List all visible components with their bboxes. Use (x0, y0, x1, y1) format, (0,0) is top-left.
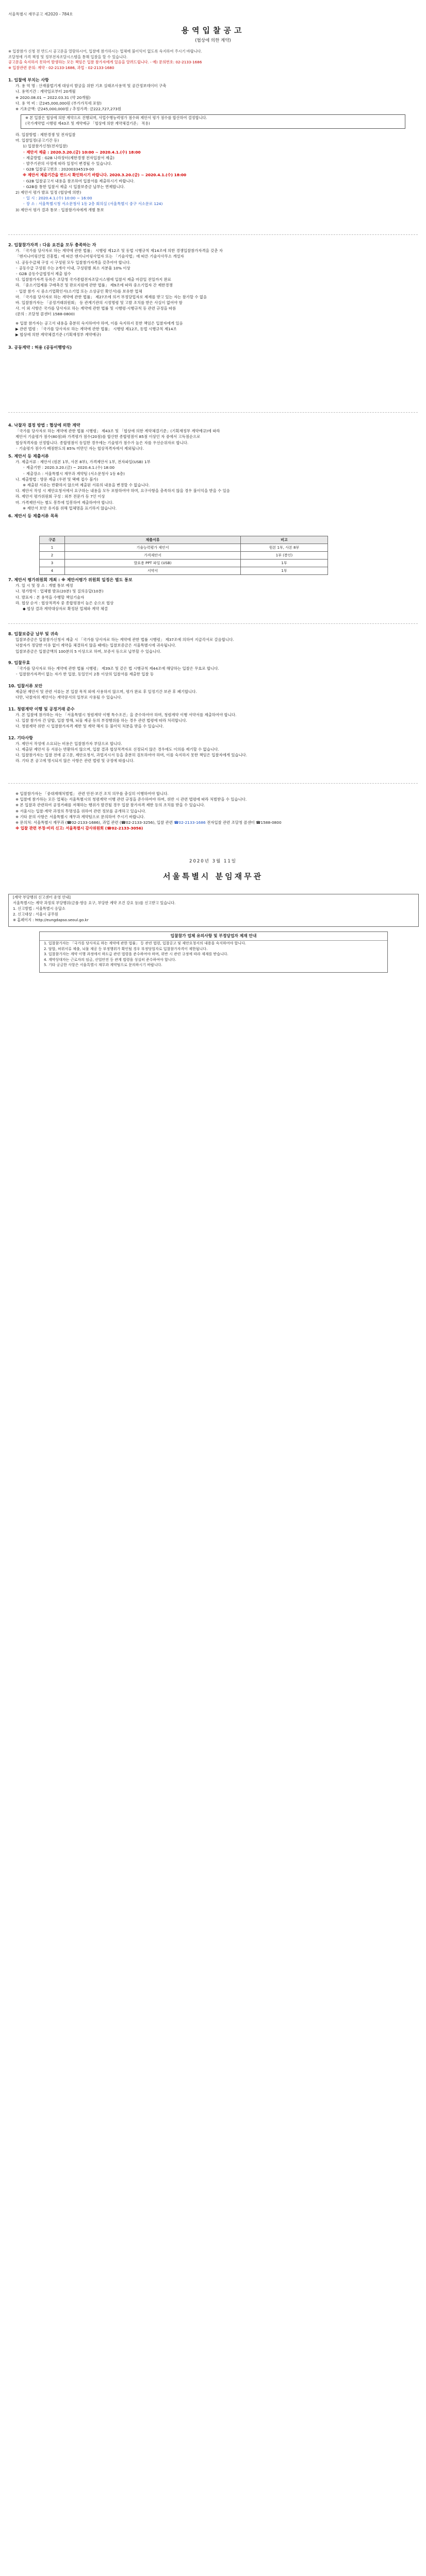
report-line: ※ 입찰 관련 부정·비리 신고: 서울특별시 감사위원회 (☎02-2133-3056) (15, 826, 143, 831)
box-line: 1. 신고방법 : 서울특별시 응답소 (13, 906, 65, 911)
section-heading: 8. 입찰보증금 납부 및 귀속 (8, 632, 59, 636)
list-item: 가. 제안서 작성에 소요되는 비용은 입찰참가자 부담으로 합니다. (15, 741, 122, 746)
list-item: 마. 가격제안서는 별도 봉투에 밀봉하여 제출하여야 합니다. (15, 500, 114, 505)
list-item: ◦ 발주기관의 사정에 따라 일정이 변경될 수 있습니다. (23, 161, 112, 166)
box-line: ※ 홈페이지 : http://eungdapso.seoul.go.kr (13, 918, 89, 922)
list-item: ※ 제출된 서류는 반환하지 않으며 제출된 서류의 내용을 변경할 수 없습니다. (23, 483, 150, 488)
list-item: ◦ G2B를 통한 입찰서 제출 시 입찰보증금 납부는 면제합니다. (23, 184, 125, 189)
list-item: ◆ 협상 결과 계약대상자로 확정된 업체와 계약 체결 (23, 606, 108, 612)
issuing-organization: 서울특별시 분임재무관 (162, 872, 264, 881)
page-subtitle: (협상에 의한 계약) (195, 38, 231, 43)
contact-text: ※ 문의처: 서울특별시 재무과 (☎02-2133-1686), 과업 관련 (☎02-2133-3256), 입찰 관련 (15, 820, 174, 825)
list-item: 가. 용 역 명 : 산재불법기계 대상지 발굴을 위한 기초 실태조사용역 및 공간정보데이터 구축 (15, 83, 167, 89)
table-header-row (40, 536, 328, 544)
section-eligibility (8, 242, 418, 350)
list-item: 3) 제안서 평가 결과 통보 : 입찰참가자에게 개별 통보 (15, 207, 104, 212)
list-item: 라. 입찰방법 : 제한경쟁 및 전자입찰 (15, 132, 76, 137)
list-item: ※ 서울시는 입찰·계약 과정의 투명성을 위하여 관련 정보를 공개하고 있습니다. (15, 808, 146, 814)
divider (8, 623, 418, 624)
list-item: ▶ 관련 법령 : 「국가를 당사자로 하는 계약에 관한 법률」 시행령 제12조, 동법 시행규칙 제14조 (15, 326, 177, 331)
list-item: 가. 본 입찰에 참가하는 자는 「서울특별시 청렴계약 이행 특수조건」을 준수하여야 하며, 청렴계약 이행 서약서를 제출하여야 합니다. (15, 712, 237, 717)
intro-notes (8, 49, 418, 71)
list-item (8, 700, 418, 706)
section-heading: 10. 입찰서류 보안 (8, 683, 43, 688)
list-item: 협상적격자를 선정합니다. 종합평점이 동일한 경우에는 기술평가 점수가 높은 자를 우선순위자로 합니다. (15, 440, 189, 445)
section-heading: 1. 입찰에 부치는 사항 (8, 78, 49, 82)
table-cell: 1부 (241, 560, 328, 567)
list-item: 마. 「국가를 당사자로 하는 계약에 관한 법률」 제27조에 의거 부정당업자로 제재를 받고 있는 자는 참가할 수 없음 (15, 294, 207, 299)
report-center-box (8, 894, 419, 927)
table-header: 비고 (241, 536, 328, 544)
intro-line: 공고문을 숙지하지 못하여 발생하는 모든 책임은 입찰 참가자에게 있음을 알려드립니다. - 예) 문의번호: 02-2133-1686 (8, 60, 202, 64)
contact-text: 전자입찰 관련 조달청 콜센터 ☎1588-0800 (205, 820, 282, 825)
list-item: 다만, 낙찰자의 제안서는 계약문서의 일부로 사용될 수 있습니다. (15, 695, 122, 700)
list-item: 나. 용역기간 : 계약일로부터 20개월 (15, 89, 76, 94)
list-item: ◦ 제출방법 : G2B 나라장터(제한경쟁 전자입찰서 제출) (23, 155, 114, 160)
list-item: 라. 제안서 평가위원회 구성 : 외부 전문가 등 7인 이상 (15, 494, 105, 499)
list-item: 1) 입찰참가신청(전자입찰) (23, 144, 68, 149)
contact-line (8, 820, 418, 825)
list-item: 입찰보증금은 입찰금액의 100분의 5 이상으로 하며, 보증서 등으로 납부할 수 있습니다. (15, 649, 161, 654)
list-item: 「엔지니어링산업 진흥법」에 따른 엔지니어링사업자 또는 「기술사법」에 따른 기술사사무소 개설자 (15, 254, 184, 259)
list-item: ◦ 제출기한 : 2020.3.20.(금) ~ 2020.4.1.(수) 18:00 (23, 465, 115, 470)
list-item: ◦ G2B 입찰공고번호 : 20200334519-00 (23, 167, 94, 172)
section-bid-items (8, 77, 418, 112)
table-cell: 원본 1부, 사본 8부 (241, 544, 328, 552)
list-item: 나. 제출방법 : 방문 제출 (우편 및 택배 접수 불가) (15, 477, 99, 482)
list-item: 다. 발표자 : 본 용역을 수행할 책임기술자 (15, 595, 85, 600)
list-item: 다. 입찰참가자격 등록은 조달청 국가종합전자조달시스템에 입찰서 제출 마감일 전일까지 완료 (15, 277, 171, 282)
list-item: ◦ 공동수급 구성원 수는 2개사 이내, 구성원별 최소 지분율 10% 이상 (15, 265, 130, 270)
page-title: 용역입찰공고 (181, 26, 245, 35)
list-item: 나. 공동수급체 구성 시 구성원 모두 입찰참가자격을 갖추어야 합니다. (15, 260, 131, 265)
box-line: 2. 신고대상 : 서울시 공무원 (13, 912, 58, 917)
list-item: ▶ 협상에 의한 계약체결기준 (기획재정부 계약예규) (15, 332, 101, 337)
divider (8, 783, 418, 784)
documents-table (39, 536, 328, 575)
section-heading: 5. 제안서 등 제출서류 (8, 454, 49, 459)
table-header: 제출서류 (65, 536, 241, 544)
list-item: 라. 「중소기업제품 구매촉진 및 판로지원에 관한 법률」 제9조에 따라 중소기업자 간 제한경쟁 (15, 283, 173, 288)
list-item: ◦ 장 소 : 서울특별시청 서소문청사 1동 2층 회의실 (서울특별시 중구 서소문로 124) (23, 201, 163, 207)
table-cell: 2 (40, 552, 65, 560)
bidder-rules-box (39, 931, 388, 973)
notice-page (8, 0, 418, 2576)
intro-line: ※ 입찰참가 신청 전 반드시 공고문을 열람하시어, 입찰에 참가하시는 업체에 불이익이 없도록 숙지하여 주시기 바랍니다. (8, 49, 202, 54)
list-item: ◦ G2B 입찰공고서 내용을 참조하여 입찰서를 제출하시기 바랍니다. (23, 178, 135, 183)
list-item: 다. 입찰참가자는 입찰 전에 공고문, 제안요청서, 과업지시서 등을 충분히 검토하여야 하며, 이를 숙지하지 못한 책임은 입찰자에게 있습니다. (15, 753, 248, 758)
table-row (40, 567, 328, 575)
table-header: 구분 (40, 536, 65, 544)
notice-number: 서울특별시 재무공고 제2020 - 784호 (8, 12, 73, 16)
box-line: 서울특별시는 계약 과정의 부당행위(금품·향응 요구, 부당한 계약 조건 강요 등)를 신고받고 있습니다. (13, 901, 176, 905)
list-item: 「국가를 당사자로 하는 계약에 관한 법률 시행령」 제39조 및 같은 법 시행규칙 제44조에 해당하는 입찰은 무효로 합니다. (15, 666, 219, 671)
section-heading: 3. 공동계약 : 허용 (공동이행방식) (8, 345, 72, 350)
list-item (8, 729, 418, 735)
intro-line: ※ 입찰관련 문의: 계약 - 02-2133-1686, 과업 - 02-2133-1680 (8, 65, 114, 70)
list-item: 라. 기타 본 공고에 명시되지 않은 사항은 관련 법령 및 규정에 따릅니다. (15, 758, 135, 764)
rules-title: 입찰참가 업체 유의사항 및 부정당업자 제재 안내 (40, 932, 387, 941)
section-heading: 11. 청렴계약 이행 및 공정거래 준수 (8, 706, 75, 711)
list-item: 다. 제안서 작성 시 제안요청서에서 요구하는 내용을 모두 포함하여야 하며, 요구사항을 충족하지 않을 경우 불이익을 받을 수 있음 (15, 488, 230, 494)
box-line: 3. 입찰참가자는 계약 이행 과정에서 하도급 관련 법령을 준수하여야 하며, 위반 시 관련 규정에 따라 제재를 받습니다. (44, 952, 228, 956)
section-deposit-and-misc (8, 631, 418, 764)
list-item: 2) 제안서 평가 발표 일정 (협상에 의한) (15, 190, 81, 195)
list-item: 낙찰자가 정당한 이유 없이 계약을 체결하지 않을 때에는 입찰보증금은 서울특별시에 귀속됩니다. (15, 643, 176, 648)
list-item: 마. 입찰일정(공고기간 등) (15, 138, 59, 143)
list-item: 나. 입찰 참가자 간 담합, 입찰 방해, 뇌물 제공 등의 부정행위를 하는 경우 관련 법령에 따라 처리합니다. (15, 718, 187, 723)
list-item: ※ 제안서 보안 유지를 위해 업체명을 표기하지 않습니다. (23, 505, 117, 511)
table-cell: 서약서 (65, 567, 241, 575)
section-heading: 12. 기타사항 (8, 735, 33, 740)
list-item: ◦ 제안서 제출 : 2020.3.20.(금) 10:00 ~ 2020.4.1.(수) 18:00 (23, 149, 141, 155)
list-item: 나. 제출된 제안서 등 서류는 반환하지 않으며, 입찰 결과 협상적격자로 선정되지 않은 경우에도 이의를 제기할 수 없습니다. (15, 747, 219, 752)
box-line: 4. 계약상대자는 근로자의 임금, 산업안전 등 관계 법령을 성실히 준수하여야 합니다. (44, 957, 176, 962)
box-line: 1. 입찰참가자는 「국가를 당사자로 하는 계약에 관한 법률」 등 관련 법령, 입찰공고 및 제안요청서의 내용을 숙지하여야 합니다. (44, 941, 247, 945)
table-cell: 가격제안서 (65, 552, 241, 560)
section-heading: 7. 제안서 평가위원회 개최 : ※ 제안서평가 위원회 일정은 별도 통보 (8, 578, 133, 582)
section-heading: 6. 제안서 등 제출서류 목록 (8, 514, 59, 519)
notice-date: 2020년 3월 11일 (189, 859, 237, 864)
table-cell: 3 (40, 560, 65, 567)
table-cell: 기술능력평가 제안서 (65, 544, 241, 552)
list-item: 입찰보증금은 입찰참가신청서 제출 시 「국가를 당사자로 하는 계약에 관한 법률 시행령」 제37조에 의하여 지급각서로 갈음합니다. (15, 637, 234, 642)
table-cell: 1 (40, 544, 65, 552)
list-item: ※ 입찰 참가자는 공고서 내용을 충분히 숙지하여야 하며, 이를 숙지하지 못한 책임은 입찰자에게 있음 (15, 320, 183, 326)
list-item: ※ 입찰참가자는 「중대재해처벌법」 관련 안전·보건 조치 의무를 충실히 이행하여야 합니다. (15, 791, 169, 796)
list-item: 가. 제출서류 : 제안서 (원본 1부, 사본 8부), 가격제안서 1부, 전자파일(USB) 1부 (15, 460, 151, 465)
list-item: ◦ 일 시 : 2020.4.1.(수) 10:00 ~ 16:00 (23, 196, 92, 201)
list-item (8, 677, 418, 683)
section-award-method (8, 422, 418, 519)
box-line: 5. 기타 궁금한 사항은 서울특별시 재무과 계약팀으로 문의하시기 바랍니다. (44, 963, 162, 967)
list-item: ◦ 기술평가 점수가 배점한도의 85% 미만인 자는 협상적격자에서 제외됩니다. (15, 446, 144, 451)
deadline-warning: ※ 제안서 제출기간을 반드시 확인하시기 바랍니다. 2020.3.20.(금) ~ 2020.4.1.(수) 18:00 (23, 173, 187, 178)
section-closing-notes (8, 791, 418, 831)
section-schedule (8, 132, 418, 213)
list-item: 라. 협상 순서 : 협상적격자 중 종합평점이 높은 순으로 협상 (15, 600, 114, 605)
section-heading: 2. 입찰참가자격 : 다음 요건을 모두 충족하는 자 (8, 243, 96, 247)
box-line: ※ 본 입찰은 협상에 의한 계약으로 진행되며, 사업수행능력평가 점수와 제안서 평가 점수를 합산하여 결정합니다. (25, 115, 207, 120)
list-item (8, 654, 418, 660)
list-item: ※ 2020.08.01 ~ 2022.03.31 (약 20개월) (15, 95, 91, 100)
section-evaluation (8, 577, 418, 612)
box-line: [계약 부당행위 신고센터 운영 안내] (13, 895, 71, 900)
list-item: 「국가를 당사자로 하는 계약에 관한 법률 시행령」 제43조 및 「협상에 의한 계약체결기준」(기획재정부 계약예규)에 따라 (15, 429, 220, 434)
list-item: ※ 기초금액: 금245,000,000원 / 추정가격: 금222,727,273원 (15, 107, 122, 112)
list-item: ◦ G2B 공동수급협정서 제출 필수 (15, 272, 71, 277)
list-item: ◦ 입찰참가자격이 없는 자가 한 입찰, 동일인이 2통 이상의 입찰서를 제출한 입찰 등 (15, 672, 154, 677)
list-item: ※ 본 입찰과 관련하여 공정거래를 저해하는 행위가 발견될 경우 입찰 참가자격 제한 등의 조치를 받을 수 있습니다. (15, 803, 205, 808)
list-item: 사. 이 외 사항은 국가를 당사자로 하는 계약에 관한 법률 및 시행령·시행규칙 등 관련 규정을 따름 (15, 306, 176, 311)
table-row (40, 544, 328, 552)
list-item: 가. 「국가를 당사자로 하는 계약에 관한 법률」 시행령 제12조 및 동법 시행규칙 제14조에 의한 경쟁입찰참가자격을 갖춘 자 (15, 248, 223, 253)
table-cell: 발표용 PPT 파일 (USB) (65, 560, 241, 567)
section-heading: 9. 입찰무효 (8, 660, 30, 666)
list-item: 다. 청렴계약 위반 시 입찰참가자격 제한 및 계약 해지 등 불이익 처분을 받을 수 있습니다. (15, 724, 164, 729)
table-row (40, 552, 328, 560)
contact-phone: ☎02-2133-1686 (174, 820, 206, 825)
list-item: (문의 : 조달청 콜센터 1588-0800) (15, 312, 75, 317)
list-item: 가. 일 시 및 장 소 : 개별 통보 예정 (15, 583, 73, 588)
divider (8, 234, 418, 235)
intro-line: 조달청에 가격 책정 및 정부전자조달시스템을 통해 입찰을 할 수 있습니다. (8, 54, 128, 59)
table-row (40, 560, 328, 567)
list-item: ◦ 제출장소 : 서울특별시 재무과 계약팀 (서소문청사 1동 6층) (23, 471, 125, 476)
list-item: 바. 입찰참가자는 「공정거래위원회」 등 관계기관의 시정명령 및 고발 조치를 받은 사실이 없어야 함 (15, 300, 183, 306)
list-item: 다. 용 역 비 : 금245,000,000원 (부가가치세 포함) (15, 100, 102, 106)
table-cell: 1부 (봉인) (241, 552, 328, 560)
box-line: 2. 담합, 허위서류 제출, 뇌물 제공 등 부정행위가 확인될 경우 부정당업자로 입찰참가자격이 제한됩니다. (44, 946, 208, 951)
notice-box (21, 114, 405, 129)
table-cell: 4 (40, 567, 65, 575)
list-item: ※ 기타 문의 사항은 서울특별시 재무과 계약팀으로 문의하여 주시기 바랍니다. (15, 814, 145, 819)
section-heading: 4. 낙찰자 결정 방법 : 협상에 의한 계약 (8, 423, 80, 428)
list-item: 나. 평가방식 : 업체별 발표(20분) 및 질의응답(10분) (15, 589, 104, 594)
box-line: (국가계약법 시행령 제43조 및 계약예규 「협상에 의한 계약체결기준」 적용) (25, 121, 150, 126)
table-cell: 1부 (241, 567, 328, 575)
divider (8, 412, 418, 413)
list-item: ◦ 입찰 참가 시 중소기업확인서(소기업 또는 소상공인 확인서)를 보유한 업체 (15, 289, 142, 294)
list-item: ※ 입찰에 참가하는 모든 업체는 서울특별시의 청렴계약 이행 관련 규정을 준수하여야 하며, 위반 시 관련 법령에 따라 처벌받을 수 있습니다. (15, 797, 247, 802)
list-item: 제출된 제안서 및 관련 서류는 본 입찰 목적 외에 사용하지 않으며, 평가 완료 후 일정기간 보관 후 폐기합니다. (15, 689, 197, 694)
list-item: 제안서 기술평가 점수(80점)와 가격평가 점수(20점)를 합산한 종합평점이 85점 이상인 자 중에서 고득점순으로 (15, 434, 201, 439)
